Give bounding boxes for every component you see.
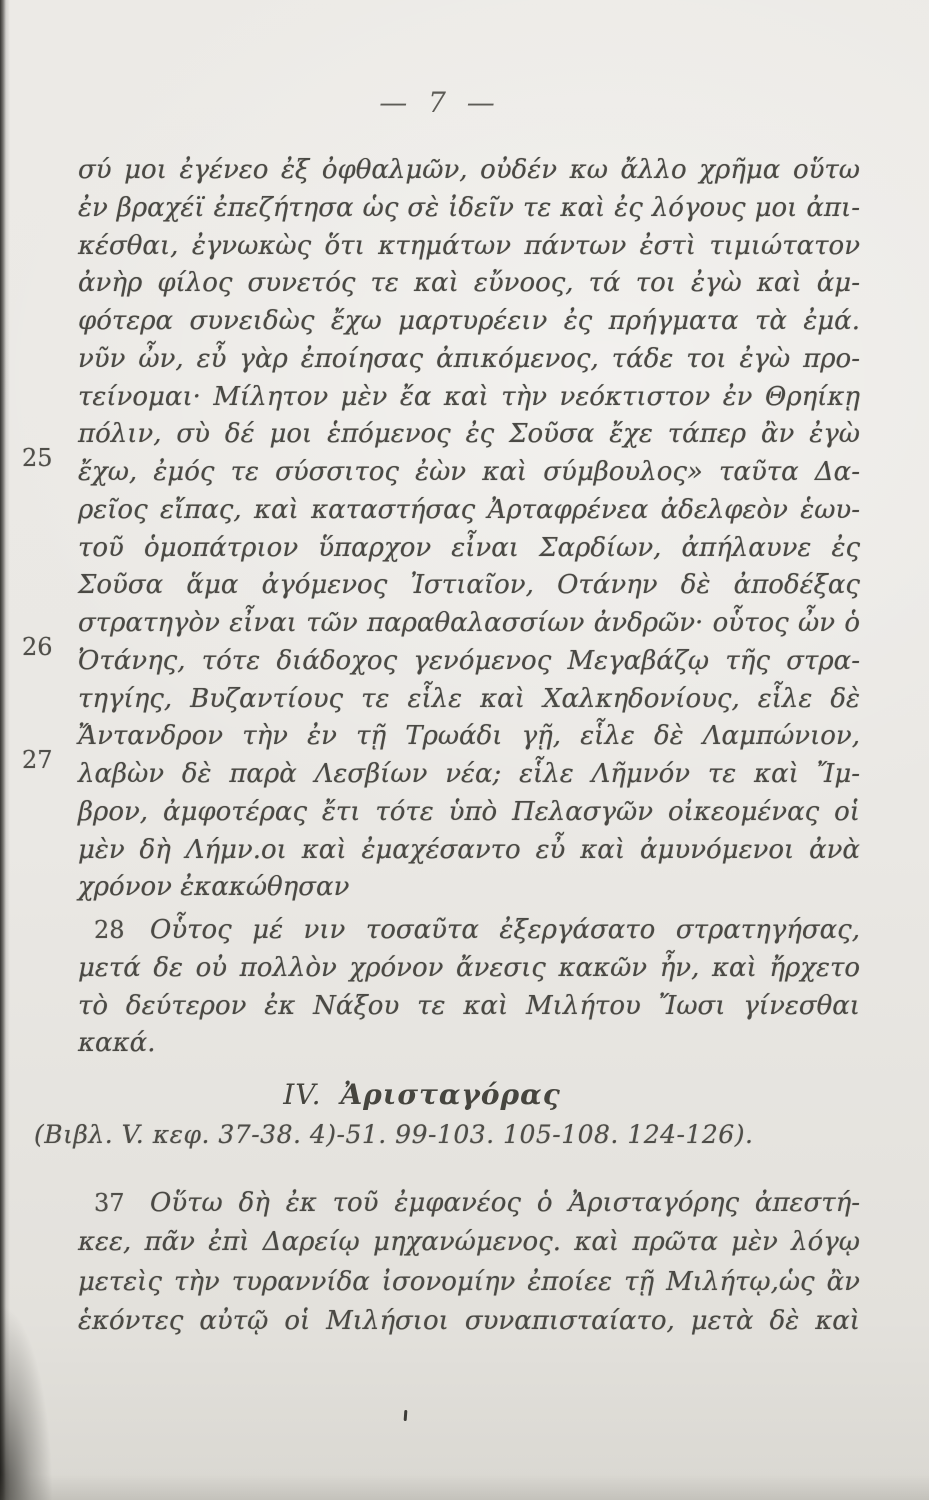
text-line: ἑκόντες αὐτῷ οἱ Μιλήσιοι συναπισταίατο, μετὰ δὲ καὶ [78, 1305, 860, 1336]
text-line: Ἄντανδρον τὴν ἐν τῇ Τρωάδι γῇ, εἷλε δὲ Λαμπώνιον, [78, 721, 860, 752]
text-line: στρατηγὸν εἶναι τῶν παραθαλασσίων ἀνδρῶν· οὗτος ὦν ὁ [78, 608, 860, 638]
text-line: σύ μοι ἐγένεο ἐξ ὀφθαλμῶν, οὐδέν κω ἄλλο χρῆμα οὕτω [78, 155, 860, 185]
bibliographic-reference: (Βιβλ. V. κεφ. 37-38. 4)-51. 99-103. 105-108. 124-126). [34, 1120, 754, 1149]
text-line: μετεὶς τὴν τυραννίδα ἰσονομίην ἐποίεε τῇ Μιλήτῳ,ὡς ἂν [78, 1266, 860, 1297]
text-line: κακά. [78, 1028, 156, 1059]
section-heading-numeral: IV. [283, 1078, 322, 1111]
text-line: τοῦ ὁμοπάτριον ὕπαρχον εἶναι Σαρδίων, ἀπήλαυνε ἐς [78, 532, 860, 563]
text-line: τηγίης, Βυζαντίους τε εἷλε καὶ Χαλκηδονίους, εἷλε δὲ [78, 683, 860, 714]
text-line: Σοῦσα ἅμα ἀγόμενος Ἰστιαῖον, Οτάνην δὲ ἀποδέξας [78, 570, 860, 601]
text-line: κέσθαι, ἐγνωκὼς ὅτι κτημάτων πάντων ἐστὶ τιμιώτατον [78, 230, 860, 261]
text-line: ἔχω, ἐμός τε σύσσιτος ἐὼν καὶ σύμβουλος» ταῦτα Δα- 25 [78, 454, 860, 492]
ink-speck [404, 1410, 408, 1421]
chapter-margin-number: 37 [94, 1189, 125, 1217]
page-number: — 7 — [379, 86, 501, 119]
text-line: τὸ δεύτερον ἐκ Νάξου τε καὶ Μιλήτου Ἴωσι γίνεσθαι [78, 990, 860, 1021]
section-heading-title: Ἀρισταγόρας [340, 1078, 561, 1111]
text-line: τείνομαι· Μίλητον μὲν ἔα καὶ τὴν νεόκτιστον ἐν Θρηίκῃ [78, 381, 860, 412]
text-line: λαβὼν δὲ παρὰ Λεσβίων νέα; εἷλε Λῆμνόν τε καὶ Ἴμ- 27 [78, 756, 860, 794]
text-line: Οὗτος μέ νιν τοσαῦτα ἐξεργάσατο στρατηγήσας, 28 [78, 912, 860, 950]
section-heading [78, 1078, 766, 1111]
text-line: μετά δε οὐ πολλὸν χρόνον ἄνεσις κακῶν ἦν, καὶ ἤρχετο [78, 952, 860, 983]
text-line: πόλιν, σὺ δέ μοι ἑπόμενος ἐς Σοῦσα ἔχε τάπερ ἂν ἐγὼ [78, 419, 860, 450]
text-line: χρόνον ἐκακώθησαν [78, 872, 350, 903]
text-line: βρον, ἀμφοτέρας ἔτι τότε ὑπὸ Πελασγῶν οἰκεομένας οἱ [78, 796, 860, 827]
text-line: ἀνὴρ φίλος συνετός τε καὶ εὔνοος, τά τοι ἐγὼ καὶ ἀμ- [78, 268, 860, 299]
text-line: Οὕτω δὴ ἐκ τοῦ ἐμφανέος ὁ Ἀρισταγόρης ἀπεστή- 37 [78, 1185, 860, 1223]
chapter-margin-number: 25 [22, 444, 53, 472]
text-line: Ὀτάνης, τότε διάδοχος γενόμενος Μεγαβάζῳ τῆς στρα- 26 [78, 643, 860, 681]
text-line: ἐν βραχέϊ ἐπεζήτησα ὡς σὲ ἰδεῖν τε καὶ ἐς λόγους μοι ἀπι- [78, 192, 860, 223]
chapter-margin-number: 27 [22, 746, 53, 774]
text-line: νῦν ὦν, εὖ γὰρ ἐποίησας ἀπικόμενος, τάδε τοι ἐγὼ προ- [78, 343, 860, 374]
scan-corner-shadow [0, 1240, 60, 1500]
chapter-margin-number: 26 [22, 632, 53, 661]
chapter-margin-number: 28 [94, 916, 125, 944]
text-line: κεε, πᾶν ἐπὶ Δαρείῳ μηχανώμενος. καὶ πρῶτα μὲν λόγῳ [78, 1227, 860, 1258]
text-line: μὲν δὴ Λήμν.οι καὶ ἐμαχέσαντο εὖ καὶ ἀμυνόμενοι ἀνὰ [78, 834, 860, 865]
scan-bottom-shadow [0, 1474, 929, 1500]
text-line: φότερα συνειδὼς ἔχω μαρτυρέειν ἐς πρήγματα τὰ ἐμά. [78, 306, 860, 336]
text-line: ρεῖος εἴπας, καὶ καταστήσας Ἀρταφρένεα ἀδελφεὸν ἑωυ- [78, 494, 860, 525]
